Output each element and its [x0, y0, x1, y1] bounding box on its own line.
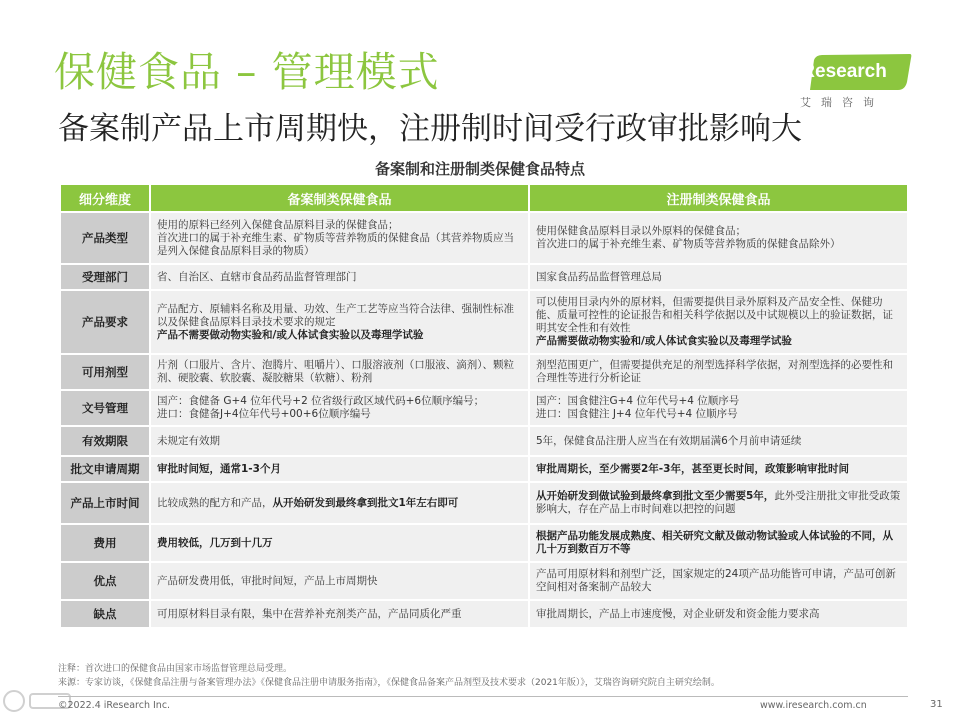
registration-cell-bold-text: 审批周期长，至少需要2年-3年，甚至更长时间，政策影响审批时间 — [536, 462, 849, 475]
filing-cell — [151, 291, 528, 353]
filing-cell — [151, 525, 528, 561]
registration-cell — [530, 291, 907, 353]
dimension-cell: 受理部门 — [61, 265, 149, 289]
footer-divider — [58, 696, 908, 697]
filing-cell-bold-text: 费用较低，几万到十几万 — [157, 536, 273, 549]
registration-cell-text: 可以使用目录内外的原材料，但需要提供目录外原料及产品安全性、保健功能、质量可控性的论证报告和相关科学依据以及中试规模以上的验证数据，证明其安全性和有效性 — [536, 296, 893, 334]
logo-subtext: 艾瑞咨询 — [800, 96, 884, 109]
filing-cell-text: 未规定有效期 — [157, 434, 220, 447]
dimension-cell: 文号管理 — [61, 391, 149, 425]
header-registration: 注册制类保健食品 — [530, 185, 907, 211]
filing-cell-text: 产品配方、原辅料名称及用量、功效、生产工艺等应当符合法律、强制性标准以及保健食品原料目录技术要求的规定 — [157, 302, 514, 328]
registration-cell — [530, 427, 907, 455]
filing-cell — [151, 457, 528, 481]
dimension-cell: 批文申请周期 — [61, 457, 149, 481]
table-row — [61, 483, 907, 523]
website-url: www.iresearch.com.cn — [760, 700, 867, 711]
filing-cell-bold-text: 从开始研发到最终拿到批文1年左右即可 — [272, 496, 459, 509]
filing-cell — [151, 213, 528, 263]
table-row — [61, 427, 907, 455]
registration-cell-text: 国产：国食健注G+4 位年代号+4 位顺序号 进口：国食健注 J+4 位年代号+4 位顺序号 — [536, 395, 740, 420]
filing-cell-text: 国产：食健备 G+4 位年代号+2 位省级行政区域代码+6位顺序编号； 进口：食健备J+4位年代号+00+6位顺序编号 — [157, 395, 485, 420]
registration-cell-text: 产品可用原材料和剂型广泛，国家规定的24项产品功能皆可申请，产品可创新空间相对备案制产品较大 — [536, 568, 896, 593]
registration-cell-text: 5年，保健食品注册人应当在有效期届满6个月前申请延续 — [536, 434, 802, 447]
filing-cell — [151, 391, 528, 425]
filing-cell — [151, 427, 528, 455]
registration-cell-bold-text: 从开始研发到做试验到最终拿到批文至少需要5年， — [536, 490, 775, 502]
table-header-row — [61, 185, 907, 211]
table-row — [61, 213, 907, 263]
registration-cell — [530, 213, 907, 263]
note-text: 注释：首次进口的保健食品由国家市场监督管理总局受理。 — [58, 664, 293, 674]
comparison-table — [59, 183, 909, 629]
dimension-cell: 产品要求 — [61, 291, 149, 353]
registration-cell-text: 使用保健食品原料目录以外原料的保健食品； 首次进口的属于补充维生素、矿物质等营养物质的保健食品除外） — [536, 225, 841, 250]
filing-cell-text: 产品研发费用低，审批时间短，产品上市周期快 — [157, 574, 378, 587]
registration-cell-text: 剂型范围更广，但需要提供充足的剂型选择科学依据，对剂型选择的必要性和合理性等进行分析论证 — [536, 359, 893, 384]
filing-cell-text: 比较成熟的配方和产品， — [157, 496, 273, 509]
table-row — [61, 291, 907, 353]
page-number: 31 — [930, 699, 943, 710]
filing-cell — [151, 601, 528, 627]
footnotes — [58, 662, 720, 690]
iresearch-logo — [796, 54, 912, 110]
table-row — [61, 601, 907, 627]
registration-cell — [530, 525, 907, 561]
dimension-cell: 产品类型 — [61, 213, 149, 263]
registration-cell — [530, 563, 907, 599]
filing-cell — [151, 265, 528, 289]
filing-cell-text: 使用的原料已经列入保健食品原料目录的保健食品； 首次进口的属于补充维生素、矿物质等营养物质的保健食品（其营养物质应当是列入保健食品原料目录的物质） — [157, 218, 514, 257]
table-row — [61, 355, 907, 389]
copyright: ©2022.4 iResearch Inc. — [58, 700, 171, 711]
registration-cell-text: 此外受注册批文审批受政策影响大，存在产品上市时间难以把控的问题 — [536, 490, 901, 515]
table-row — [61, 525, 907, 561]
filing-cell-bold-text: 审批时间短，通常1-3个月 — [157, 462, 281, 475]
table-row — [61, 265, 907, 289]
filing-cell — [151, 563, 528, 599]
filing-cell — [151, 483, 528, 523]
registration-cell — [530, 265, 907, 289]
dimension-cell: 优点 — [61, 563, 149, 599]
dimension-cell: 产品上市时间 — [61, 483, 149, 523]
registration-cell — [530, 391, 907, 425]
filing-cell-bold-text: 产品不需要做动物实验和/或人体试食实验以及毒理学试验 — [157, 328, 424, 341]
page-subtitle: 备案制产品上市周期快，注册制时间受行政审批影响大 — [58, 111, 802, 147]
registration-cell-bold-text: 产品需要做动物实验和/或人体试食实验以及毒理学试验 — [536, 335, 792, 347]
dimension-cell: 缺点 — [61, 601, 149, 627]
registration-cell — [530, 355, 907, 389]
filing-cell-text: 省、自治区、直辖市食品药品监督管理部门 — [157, 270, 357, 283]
filing-cell-text: 片剂（口服片、含片、泡腾片、咀嚼片）、口服溶液剂（口服液、滴剂）、颗粒剂、硬胶囊、软胶囊、凝胶糖果（软糖）、粉剂 — [157, 359, 514, 384]
source-text: 来源：专家访谈，《保健食品注册与备案管理办法》《保健食品注册申请服务指南》，《保健食品备案产品剂型及技术要求（2021年版）》，艾瑞咨询研究院自主研究绘制。 — [58, 678, 720, 688]
table-title: 备案制和注册制类保健食品特点 — [374, 160, 585, 178]
logo-text: iResearch — [796, 61, 887, 82]
registration-cell — [530, 601, 907, 627]
table-row — [61, 563, 907, 599]
page-title: 保健食品 – 管理模式 — [54, 48, 440, 96]
table-row — [61, 457, 907, 481]
header-dimension: 细分维度 — [61, 185, 149, 211]
dimension-cell: 有效期限 — [61, 427, 149, 455]
registration-cell — [530, 457, 907, 481]
filing-cell — [151, 355, 528, 389]
registration-cell — [530, 483, 907, 523]
header-filing: 备案制类保健食品 — [151, 185, 528, 211]
dimension-cell: 可用剂型 — [61, 355, 149, 389]
dimension-cell: 费用 — [61, 525, 149, 561]
filing-cell-text: 可用原材料目录有限，集中在营养补充剂类产品，产品同质化严重 — [157, 607, 462, 620]
registration-cell-text: 国家食品药品监督管理总局 — [536, 270, 662, 283]
registration-cell-text: 审批周期长，产品上市速度慢，对企业研发和资金能力要求高 — [536, 607, 820, 620]
registration-cell-bold-text: 根据产品功能发展成熟度、相关研究文献及做动物试验或人体试验的不同，从几十万到数百万不等 — [536, 530, 893, 555]
table-row — [61, 391, 907, 425]
